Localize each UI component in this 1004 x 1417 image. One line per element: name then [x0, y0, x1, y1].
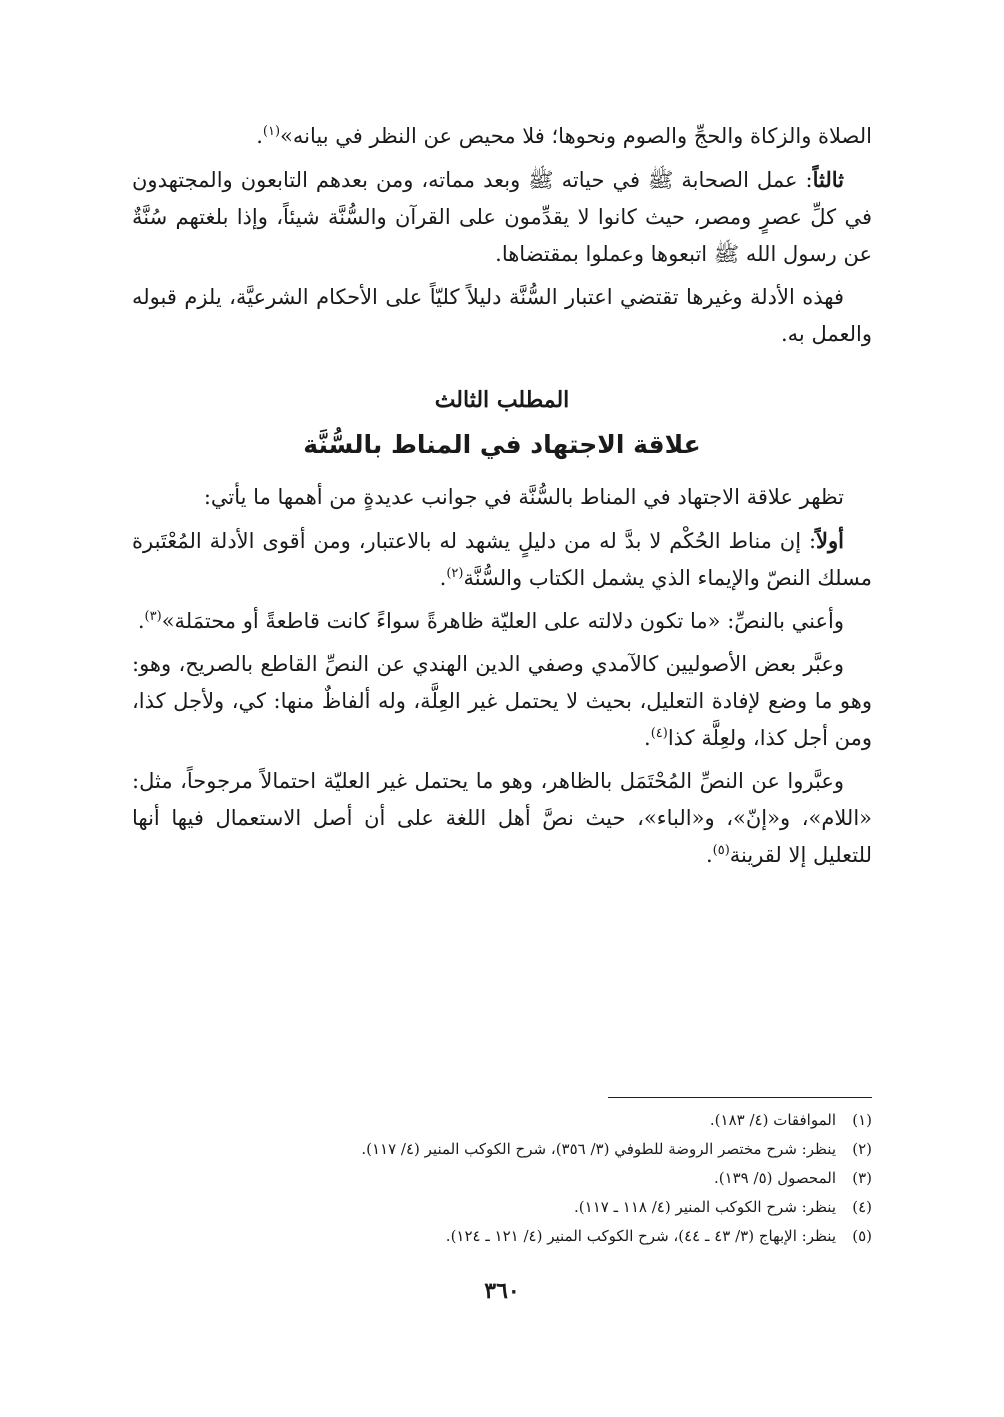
paragraph-4	[132, 479, 872, 516]
paragraph-text: تظهر علاقة الاجتهاد في المناط بالسُّنَّة في جوانب عديدةٍ من أهمها ما يأتي:	[203, 485, 844, 509]
footnote-text: الموافقات (٤/ ١٨٣).	[709, 1111, 836, 1129]
paragraph-text: : عمل الصحابة ﷺ في حياته ﷺ وبعد مماته، ومن بعدهم التابعون والمجتهدون في كلِّ عصرٍ ومصر، حيث كانوا لا يقدِّمون على القرآن والسُّنَّة شيئاً، وإذا بلغتهم سُنَّةٌ عن رسول الله ﷺ اتبعوها وعملوا بمقتضاها.	[132, 168, 872, 266]
footnotes	[132, 1106, 872, 1251]
footnote-number: (٢)	[852, 1140, 872, 1158]
paragraph-end: .	[439, 566, 447, 590]
page-number: ٣٦٠	[484, 1278, 520, 1304]
paragraph-end: .	[137, 609, 145, 633]
paragraph-lead: أولاً	[816, 528, 844, 553]
paragraph-end: .	[705, 843, 713, 867]
paragraph-text: الصلاة والزكاة والحجِّ والصوم ونحوها؛ فلا محيص عن النظر في بيانه»	[280, 124, 872, 148]
footnote-number: (١)	[852, 1111, 872, 1129]
footnote-item	[132, 1164, 872, 1193]
paragraph-1	[132, 118, 872, 155]
footnote-item	[132, 1106, 872, 1135]
paragraph-7	[132, 646, 872, 757]
footnote-ref-5[interactable]: (٥)	[712, 843, 730, 858]
paragraph-6	[132, 603, 872, 640]
footnote-item	[132, 1222, 872, 1251]
footnote-text: ينظر: شرح مختصر الروضة للطوفي (٣/ ٣٥٦)، شرح الكوكب المنير (٤/ ١١٧).	[361, 1140, 836, 1158]
footnote-number: (٥)	[852, 1227, 872, 1245]
paragraph-end: .	[256, 124, 263, 148]
footnote-ref-1[interactable]: (١)	[262, 124, 281, 139]
paragraph-3	[132, 279, 872, 353]
page-body	[132, 118, 872, 880]
footnote-ref-4[interactable]: (٤)	[650, 726, 668, 741]
section-title: علاقة الاجتهاد في المناط بالسُّنَّة	[303, 430, 701, 459]
footnote-number: (٣)	[852, 1169, 872, 1187]
footnote-item	[132, 1193, 872, 1222]
paragraph-2	[132, 161, 872, 273]
paragraph-text: : إن مناط الحُكْم لا بدَّ له من دليلٍ يشهد له بالاعتبار، ومن أقوى الأدلة المُعْتَبرة مسلك النصّ والإيماء الذي يشمل الكتاب والسُّنَّة	[132, 529, 872, 590]
footnote-ref-2[interactable]: (٢)	[446, 566, 464, 581]
section-heading: المطلب الثالث	[434, 387, 570, 413]
footnote-text: ينظر: شرح الكوكب المنير (٤/ ١١٨ ـ ١١٧).	[574, 1198, 836, 1216]
paragraph-text: وعبَّروا عن النصِّ المُحْتَمَل بالظاهر، وهو ما يحتمل غير العليّة احتمالاً مرجوحاً، مثل: «اللام»، و«إنّ»، و«الباء»، حيث نصَّ أهل اللغة على أن أصل الاستعمال فيها أنها للتعليل إلا لقرينة	[132, 769, 872, 867]
footnote-separator	[608, 1097, 872, 1098]
footnote-item	[132, 1135, 872, 1164]
paragraph-text: وعبَّر بعض الأصوليين كالآمدي وصفي الدين الهندي عن النصِّ القاطع بالصريح، وهو: وهو ما وضع لإفادة التعليل، بحيث لا يحتمل غير العِلَّة، وله ألفاظٌ منها: كي، ولأجل كذا، ومن أجل كذا، ولعِلَّة كذا	[132, 652, 872, 750]
footnote-text: المحصول (٥/ ١٣٩).	[713, 1169, 836, 1187]
paragraph-5	[132, 522, 872, 597]
paragraph-lead: ثالثاً	[812, 167, 844, 192]
footnote-number: (٤)	[852, 1198, 872, 1216]
footnote-text: ينظر: الإبهاج (٣/ ٤٣ ـ ٤٤)، شرح الكوكب المنير (٤/ ١٢١ ـ ١٢٤).	[445, 1227, 836, 1245]
paragraph-text: وأعني بالنصِّ: «ما تكون دلالته على العليّة ظاهرةً سواءً كانت قاطعةً أو محتمَلة»	[161, 609, 844, 633]
paragraph-text: فهذه الأدلة وغيرها تقتضي اعتبار السُّنَّة دليلاً كليّاً على الأحكام الشرعيَّة، يلزم قبوله والعمل به.	[132, 285, 872, 346]
footnote-ref-3[interactable]: (٣)	[144, 609, 162, 624]
paragraph-end: .	[644, 726, 651, 750]
paragraph-8	[132, 763, 872, 874]
